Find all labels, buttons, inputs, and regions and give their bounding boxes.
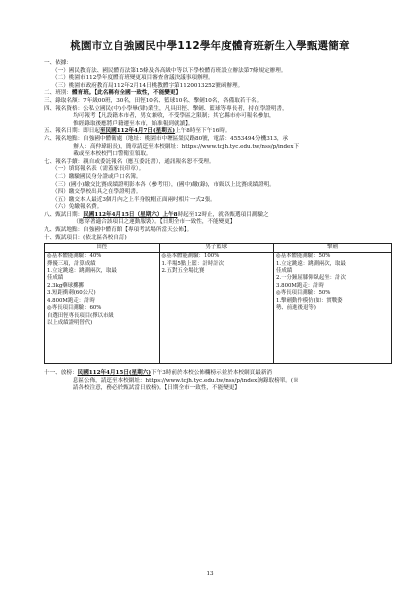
item-text: (國小)繳交比賽成績證明影本各（參考用），(國中)繳(錄)，市級以上比賽成績證明。 bbox=[68, 181, 275, 188]
cell-line: 1.立定跳遠：跳測兩次，取最 bbox=[47, 268, 117, 275]
section-text: 放榜： bbox=[60, 370, 78, 377]
section-text-line: 辦人：高仲瑋組長)，簡章請逕至本校網址：https://www.tcjh.tyc.edu.tw/nss/p/index下 bbox=[73, 143, 300, 150]
section-text: 甄試地點：自強國中體育館【專項考試場所當天公佈】。 bbox=[55, 227, 193, 234]
item-text: 國民教育法、國民體育法第15條及各高級中等以下學校體育班設立辦法第7條規定辦理。 bbox=[68, 67, 287, 74]
item-text: 免繳報名費。 bbox=[68, 204, 103, 211]
item-label: （二） bbox=[52, 173, 69, 180]
section-1-item bbox=[52, 75, 392, 83]
item-label: （六） bbox=[52, 204, 69, 211]
cell-line: 佳成績 bbox=[276, 268, 293, 275]
section-7-item bbox=[52, 197, 392, 205]
item-text: 桃園市政府教育局112年2月14日桃教體字第1120013252號函辦理。 bbox=[68, 82, 244, 89]
section-text: 甄試日期： bbox=[55, 211, 84, 218]
class-name-emphasis: 體育班。【此名稱有全國一致性，不能變更】 bbox=[72, 90, 182, 97]
section-text: 依據： bbox=[55, 60, 72, 66]
column-header: 擊劍 bbox=[274, 244, 392, 253]
section-text-line: 息區公佈，請逕至本校網址：https://www.tcjh.tyc.edu.tw/nss/p/index詢錄取榜單。(※ bbox=[72, 377, 299, 384]
table-header-row bbox=[45, 244, 392, 253]
cell-line: 佳成績 bbox=[47, 275, 64, 282]
item-text: 繳交學校出具之在學證明書。 bbox=[68, 189, 142, 196]
cell-line: 自選田徑專長項目(擇以市級 bbox=[47, 312, 114, 319]
cell-line: 以上成績證明替代) bbox=[47, 319, 93, 326]
table-cell-track bbox=[45, 253, 160, 364]
section-7-item bbox=[52, 204, 392, 212]
column-header: 男子籃球 bbox=[159, 244, 274, 253]
section-text-line: 報名資格：公私立國民(中)小學畢(肄)業生，凡具田徑、擊劍、籃球等專長者，持在學證明書， bbox=[55, 105, 288, 112]
cell-line: ◎基本體能測驗：100% bbox=[161, 253, 220, 260]
section-text: 甄試項目：(依北區各校自訂) bbox=[55, 234, 127, 241]
section-7-item bbox=[52, 189, 392, 197]
section-4 bbox=[44, 106, 392, 129]
cell-line: 2.一分鐘屈膝仰臥起坐：計次 bbox=[276, 275, 346, 282]
section-text-line: 報名地點：自強國中體衛處（地址：桃園市中壢區榮民路80號，電話：4553494分機313，承 bbox=[55, 135, 289, 142]
item-label: （五） bbox=[52, 196, 69, 203]
section-7-item bbox=[52, 166, 392, 174]
section-text-line: 惟經錄取後應將戶籍遷至本市，始准報到就讀】。 bbox=[73, 120, 194, 127]
section-label: 九、 bbox=[44, 227, 56, 234]
table-row bbox=[45, 253, 392, 364]
section-text: 下午3時前於本校公佈欄榜示並於本校網頁最新消 bbox=[151, 370, 273, 377]
section-label: 十一、 bbox=[44, 370, 61, 377]
section-3 bbox=[44, 98, 392, 106]
section-11 bbox=[44, 370, 392, 393]
section-9 bbox=[44, 227, 392, 235]
section-label: 二、 bbox=[44, 90, 56, 97]
item-label: （三） bbox=[52, 82, 69, 89]
cell-line: 1.擊劍動作模仿(如：實戰姿 bbox=[276, 297, 343, 304]
section-label: 四、 bbox=[44, 105, 56, 112]
item-label: （一） bbox=[52, 166, 69, 173]
item-text: 填寫報名表（需蓋家長印章）。 bbox=[68, 166, 145, 173]
section-label: 六、 bbox=[44, 135, 56, 142]
cell-line: ◎基本體能測驗：50% bbox=[276, 253, 331, 260]
section-1 bbox=[44, 60, 392, 68]
cell-line: ◎基本體能測驗：40% bbox=[47, 253, 102, 260]
section-text: 報名手續：親自或委託報名（應互委託書），通訊報名恕不受理。 bbox=[55, 158, 215, 165]
exam-items-table bbox=[44, 243, 392, 364]
section-text-line: 載或至本校校門口警衛室領取。 bbox=[73, 151, 152, 158]
cell-line: 1.半場5點上籃：計時計次 bbox=[161, 260, 224, 267]
item-text: 桃園市112學年度體育班變更項目審查會議決議事項辦理。 bbox=[68, 75, 214, 82]
section-text: 錄取名額：7年級00班，30名，田徑10名、籃球10名、擊劍10名，各備取若干名。 bbox=[55, 97, 263, 104]
section-8 bbox=[44, 212, 392, 227]
page-title: 桃園市立自強國民中學112學年度體育班新生入學甄選簡章 bbox=[70, 40, 350, 52]
item-label: （一） bbox=[52, 67, 69, 74]
section-label: 七、 bbox=[44, 158, 56, 165]
section-label: 三、 bbox=[44, 97, 56, 104]
cell-line: 4.800M跑走：計時 bbox=[47, 297, 95, 304]
section-text: 報名日期：即日起 bbox=[55, 128, 100, 135]
cell-line: 擇優三項，計算成績 bbox=[47, 260, 96, 267]
item-label: （二） bbox=[52, 75, 69, 82]
item-text: 繳交本人最近3個月內之上半身脫帽正面兩吋相片一式2張。 bbox=[68, 196, 216, 203]
section-label: 八、 bbox=[44, 211, 56, 218]
section-label: 一、 bbox=[44, 60, 56, 66]
table-cell-basketball bbox=[159, 253, 274, 364]
cell-line: 3.短距衝刺(60公尺) bbox=[47, 290, 96, 297]
item-label: （四） bbox=[52, 189, 69, 196]
section-text: 時起至12時止，就各甄選項目測驗之 bbox=[177, 211, 269, 218]
section-text-line: 請各校注意，務必於甄試當日放榜)。【日期全市一致性，不能變更】 bbox=[72, 385, 240, 392]
section-7-item bbox=[52, 174, 392, 182]
section-text: 班別： bbox=[55, 90, 72, 97]
cell-line: 1.立定跳遠：跳測兩次，取最 bbox=[276, 260, 346, 267]
section-text: 上午8時至下午16時。 bbox=[175, 128, 231, 135]
section-label: 五、 bbox=[44, 128, 56, 135]
cell-line: 2.3kg藥球擲擲 bbox=[47, 282, 84, 289]
item-label: （三） bbox=[52, 181, 69, 188]
section-7-item bbox=[52, 182, 392, 190]
column-header: 田徑 bbox=[45, 244, 160, 253]
cell-line: 2.五對五全場比賽 bbox=[161, 268, 205, 275]
page-number: 13 bbox=[206, 571, 214, 577]
item-text: 繳驗國民身分證或戶口名簿。 bbox=[68, 173, 142, 180]
section-text-line: （應穿著適合該項目之運動服裝）。【日期全市一致性，不能變更】 bbox=[73, 219, 236, 226]
announcement-date-emphasis: 民國112年4月15日(星期六) bbox=[77, 370, 151, 377]
cell-line: 勢、前進後退等) bbox=[276, 305, 316, 312]
section-text-line: 均可報考【凡設籍本市者，男女兼收，不受學區之限制；其它縣市亦可報名參加， bbox=[73, 113, 275, 120]
section-label: 十、 bbox=[44, 234, 56, 241]
section-5 bbox=[44, 128, 392, 136]
deadline-emphasis: 至民國112年4月7日(星期五) bbox=[99, 128, 176, 135]
document-body bbox=[44, 60, 392, 393]
cell-line: ◎專長項目測驗：50% bbox=[276, 290, 331, 297]
section-10 bbox=[44, 235, 392, 243]
cell-line: ◎專長項目測驗：60% bbox=[47, 305, 102, 312]
table-cell-fencing bbox=[274, 253, 392, 364]
cell-line: 3.800M跑走：計時 bbox=[276, 282, 324, 289]
section-6 bbox=[44, 136, 392, 159]
exam-date-emphasis: 民國112年4月15日（星期六）上午8 bbox=[83, 211, 178, 218]
section-2 bbox=[44, 90, 392, 98]
